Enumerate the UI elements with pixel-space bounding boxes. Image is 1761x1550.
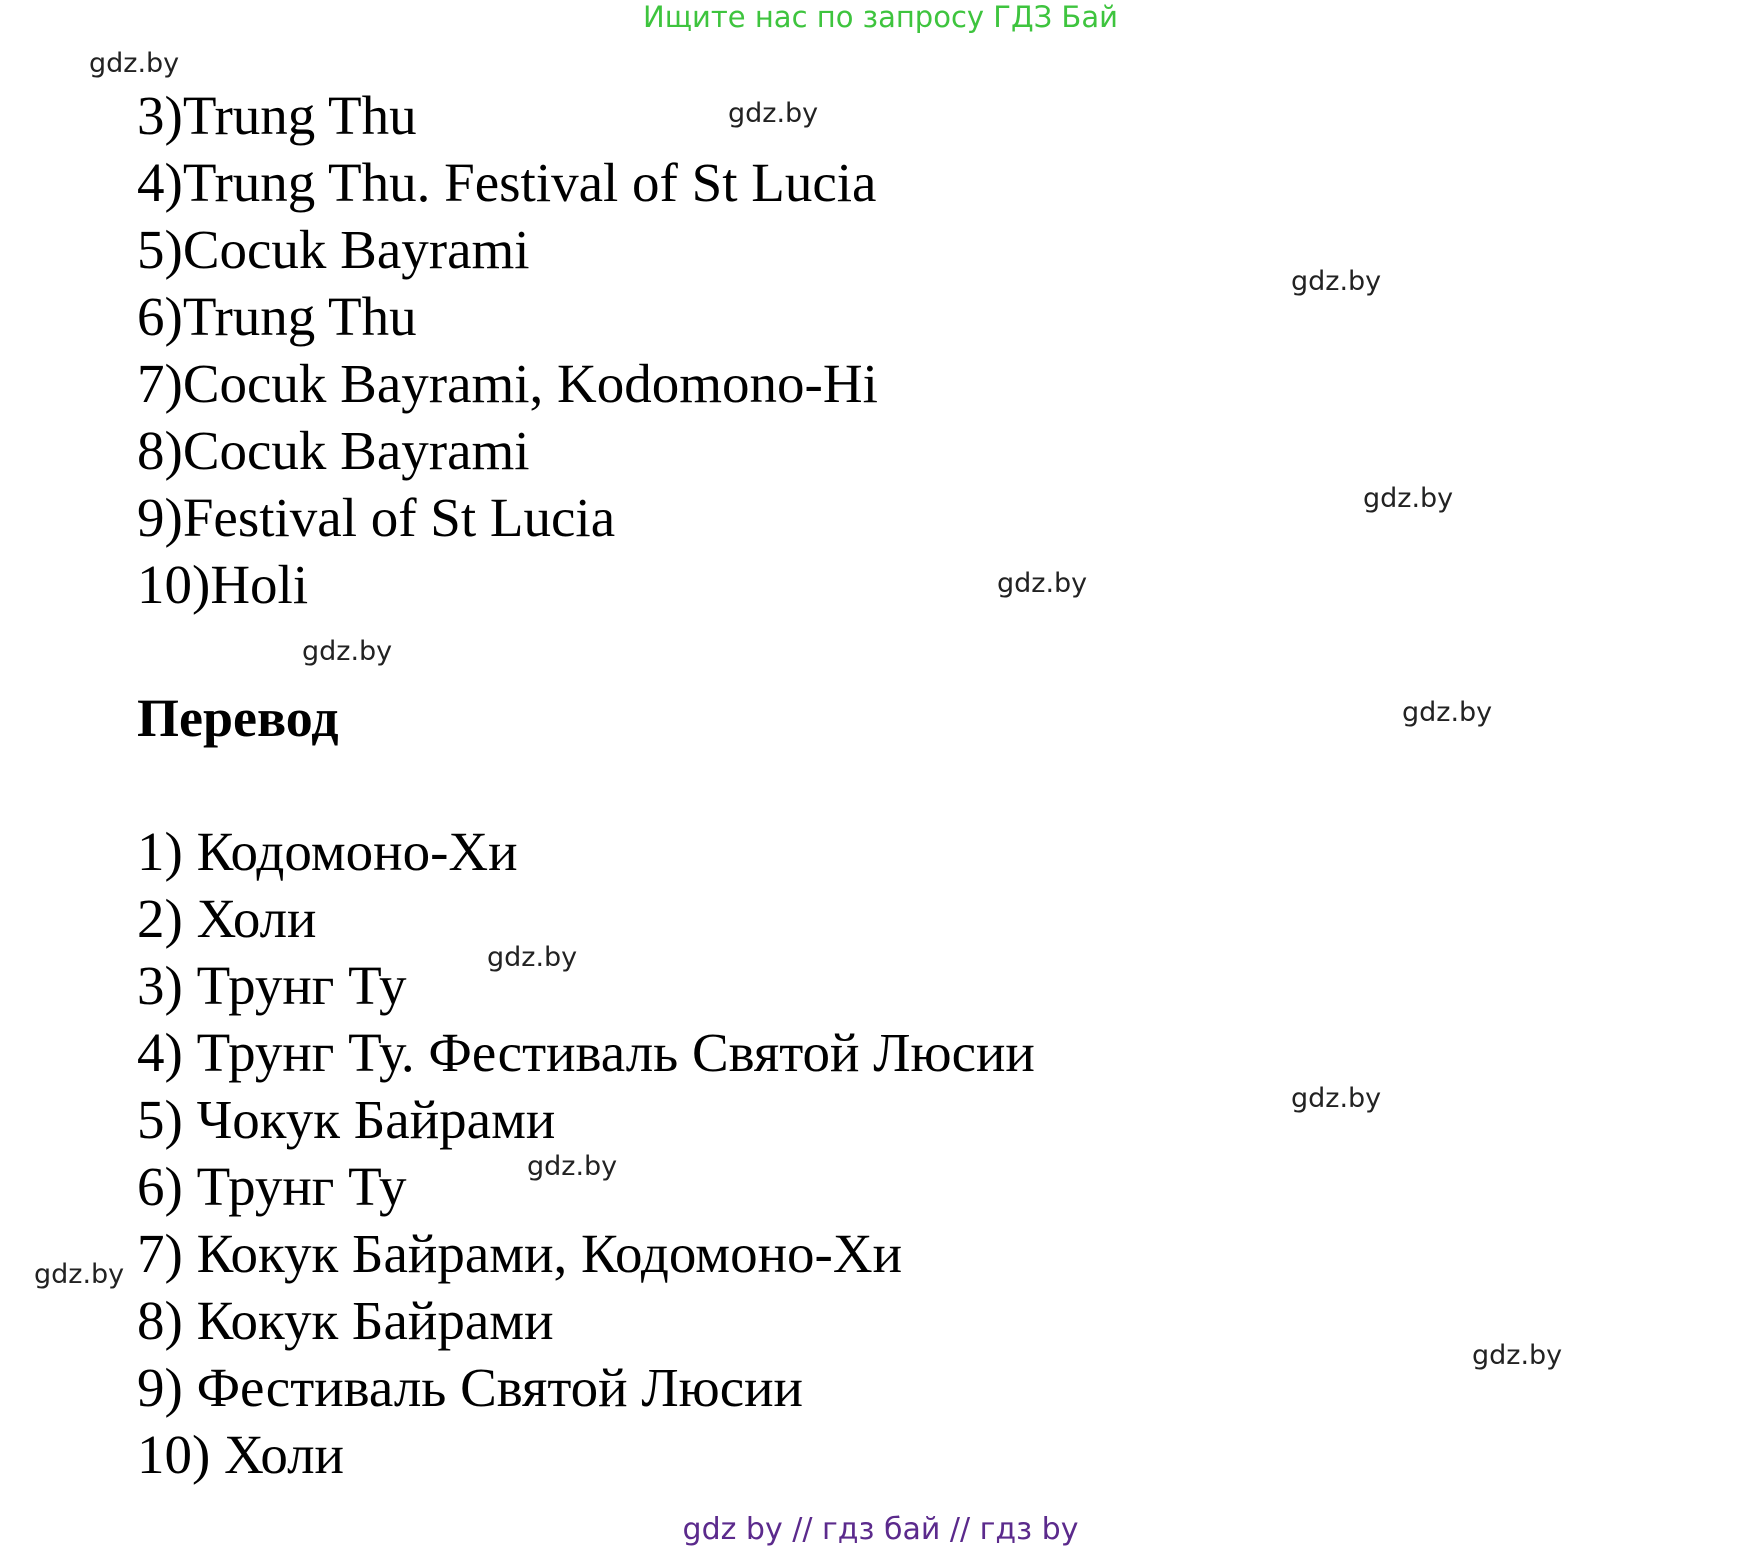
answer-line-9: 9)Festival of St Lucia <box>137 487 616 548</box>
answer-line-5: 5)Cocuk Bayrami <box>137 219 530 280</box>
watermark: gdz.by <box>1402 697 1493 728</box>
watermark: gdz.by <box>1363 483 1454 514</box>
footer-watermark: gdz by // гдз бай // гдз by <box>682 1512 1079 1547</box>
translation-line-7: 7) Кокук Байрами, Кодомоно-Хи <box>137 1223 903 1284</box>
translation-line-1: 1) Кодомоно-Хи <box>137 821 518 882</box>
watermark: gdz.by <box>1291 1083 1382 1114</box>
watermark: gdz.by <box>1472 1340 1563 1371</box>
translation-line-8: 8) Кокук Байрами <box>137 1290 554 1351</box>
translation-line-10: 10) Холи <box>137 1424 344 1485</box>
watermark: gdz.by <box>728 98 819 129</box>
translation-line-5: 5) Чокук Байрами <box>137 1089 556 1150</box>
search-banner: Ищите нас по запросу ГДЗ Бай <box>643 0 1118 34</box>
answer-line-4: 4)Trung Thu. Festival of St Lucia <box>137 152 877 213</box>
answer-line-3: 3)Trung Thu <box>137 85 417 146</box>
answer-line-6: 6)Trung Thu <box>137 286 417 347</box>
translation-line-6: 6) Трунг Ту <box>137 1156 407 1217</box>
watermark: gdz.by <box>1291 266 1382 297</box>
watermark: gdz.by <box>997 568 1088 599</box>
watermark: gdz.by <box>89 48 180 79</box>
watermark: gdz.by <box>487 942 578 973</box>
answer-line-8: 8)Cocuk Bayrami <box>137 420 530 481</box>
watermark: gdz.by <box>527 1151 618 1182</box>
translation-heading: Перевод <box>137 688 339 748</box>
watermark: gdz.by <box>302 636 393 667</box>
watermark: gdz.by <box>34 1259 125 1290</box>
translation-line-2: 2) Холи <box>137 888 317 949</box>
answer-line-7: 7)Cocuk Bayrami, Kodomono-Hi <box>137 353 878 414</box>
answer-line-10: 10)Holi <box>137 554 309 615</box>
translation-line-9: 9) Фестиваль Святой Люсии <box>137 1357 803 1418</box>
translation-line-4: 4) Трунг Ту. Фестиваль Святой Люсии <box>137 1022 1035 1083</box>
translation-line-3: 3) Трунг Ту <box>137 955 407 1016</box>
